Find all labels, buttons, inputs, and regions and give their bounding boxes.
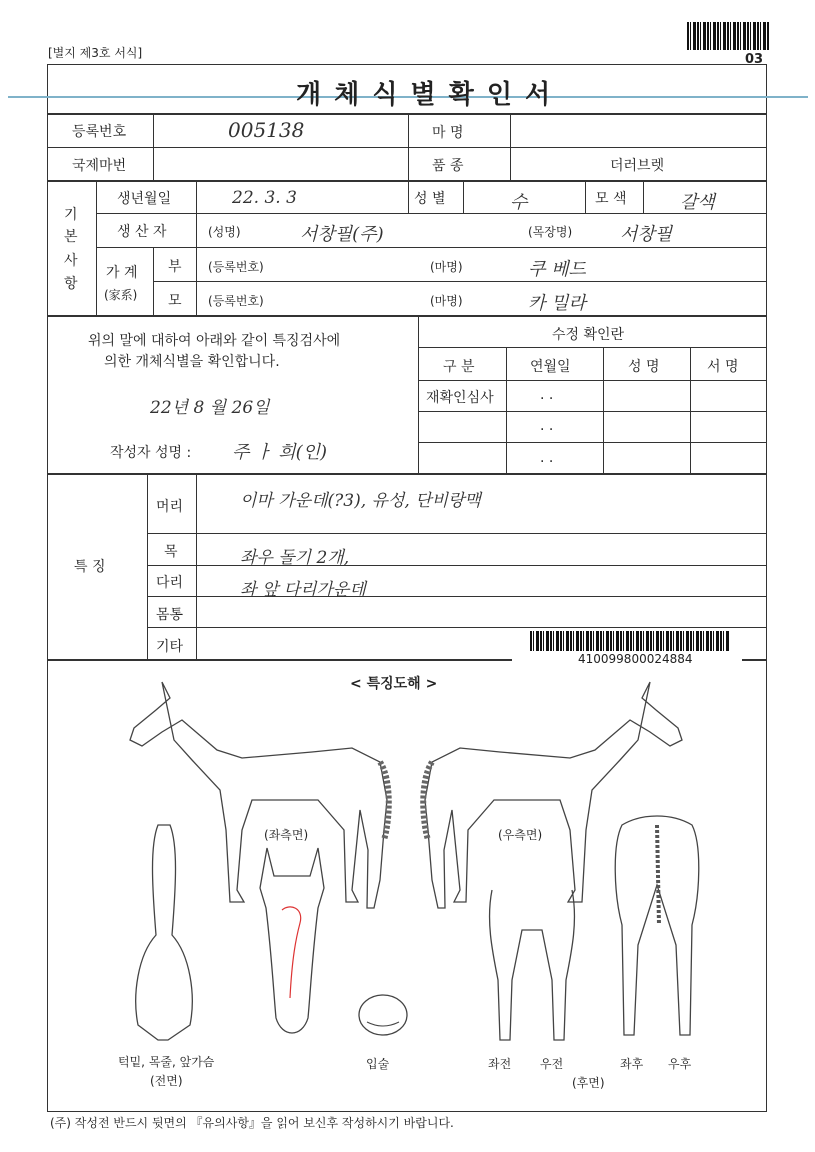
feature-head-label: 머리 (156, 499, 184, 515)
left-front-label: 좌전 (488, 1057, 512, 1071)
feature-neck-label: 목 (164, 544, 178, 560)
dob-value: 22. 3. 3 (232, 188, 297, 208)
horse-neck-underside (128, 825, 200, 1045)
revision-title: 수정 확인란 (552, 327, 625, 343)
dam-horse-sub: (마명) (430, 294, 463, 308)
features-label: 특 징 (74, 559, 106, 575)
farm-sub: (목장명) (528, 225, 573, 239)
sire-horse-sub: (마명) (430, 260, 463, 274)
color-label: 모 색 (595, 191, 627, 207)
breed-label: 품 종 (432, 158, 464, 174)
right-front-label: 우전 (540, 1057, 564, 1071)
reg-no-value: 005138 (228, 118, 305, 142)
producer-label: 생 산 자 (117, 224, 167, 240)
feature-body-label: 몸통 (156, 607, 184, 623)
statement-line-1: 위의 말에 대하여 아래와 같이 특징검사에 (88, 333, 341, 349)
writer-label: 작성자 성명 : (110, 445, 192, 461)
feature-other-label: 기타 (156, 639, 184, 655)
left-side-label: (좌측면) (264, 828, 309, 842)
feature-neck-value: 좌우 돌기 2개, (240, 548, 350, 568)
statement-line-2: 의한 개체식별을 확인합니다. (104, 354, 280, 370)
producer-name-sub: (성명) (208, 225, 241, 239)
producer-name: 서창필(주) (300, 224, 384, 245)
breed-value: 더러브렛 (610, 158, 665, 174)
sire-label: 부 (168, 259, 182, 275)
page-title: 개 체 식 별 확 인 서 (296, 80, 553, 110)
farm-name: 서창필 (620, 224, 673, 245)
reg-no-label: 등록번호 (72, 124, 127, 140)
top-barcode (687, 22, 769, 50)
front-label: (전면) (150, 1074, 183, 1088)
revision-header-sign: 서 명 (707, 359, 739, 375)
dob-label: 생년월일 (117, 191, 172, 207)
feature-leg-label: 다리 (156, 575, 184, 591)
revision-row-1-date: . . (540, 387, 554, 403)
footer-note: (주) 작성전 반드시 뒷면의 『유의사항』을 읽어 보신후 작성하시기 바랍니다. (50, 1116, 454, 1130)
rear-label: (후면) (572, 1076, 605, 1090)
form-label: [별지 제3호 서식] (48, 46, 143, 60)
color-value: 갈색 (680, 192, 715, 213)
sire-reg-sub: (등록번호) (208, 260, 264, 274)
diagram-title: < 특징도해 > (350, 676, 438, 692)
dam-reg-sub: (등록번호) (208, 294, 264, 308)
horse-name-label: 마 명 (432, 125, 464, 141)
sex-label: 성 별 (414, 191, 446, 207)
right-hind-label: 우후 (668, 1057, 692, 1071)
barcode-number: 410099800024884 (578, 652, 693, 666)
pedigree-hanja: (家系) (104, 288, 138, 302)
dam-name: 카 밀라 (528, 293, 586, 314)
revision-row-1-type: 재확인심사 (426, 390, 494, 406)
basic-label-3: 사 (64, 253, 78, 269)
pedigree-label: 가 계 (106, 265, 138, 281)
basic-label-4: 항 (64, 276, 78, 292)
sticker-barcode (530, 631, 730, 651)
dam-label: 모 (168, 293, 182, 309)
horse-lips (355, 990, 411, 1040)
feature-head-value: 이마 가운데(?3), 유성, 단비랑맥 (240, 491, 481, 511)
basic-label-1: 기 (64, 207, 78, 223)
horse-rear-view (612, 815, 702, 1050)
writer-sign: 주 ㅏ 희(인) (232, 442, 328, 463)
sire-name: 쿠 베드 (528, 259, 586, 280)
horse-head-front (252, 848, 332, 1043)
front-caption: 턱밑, 목줄, 앞가슴 (118, 1055, 215, 1069)
revision-row-2-date: . . (540, 418, 554, 434)
feature-leg-value: 좌 앞 다리가운데 (240, 580, 366, 600)
intl-no-label: 국제마번 (72, 158, 127, 174)
sex-value: 수 (510, 192, 528, 213)
revision-header-type: 구 분 (443, 359, 475, 375)
horse-front-view (482, 890, 582, 1050)
basic-label-2: 본 (64, 229, 78, 245)
lips-label: 입술 (366, 1057, 390, 1071)
revision-header-name: 성 명 (628, 359, 660, 375)
revision-row-3-date: . . (540, 450, 554, 466)
page-number: 03 (745, 52, 764, 67)
right-side-label: (우측면) (498, 828, 543, 842)
confirm-date: 22년 8 월 26일 (150, 398, 270, 418)
revision-header-date: 연월일 (530, 359, 571, 375)
left-hind-label: 좌후 (620, 1057, 644, 1071)
